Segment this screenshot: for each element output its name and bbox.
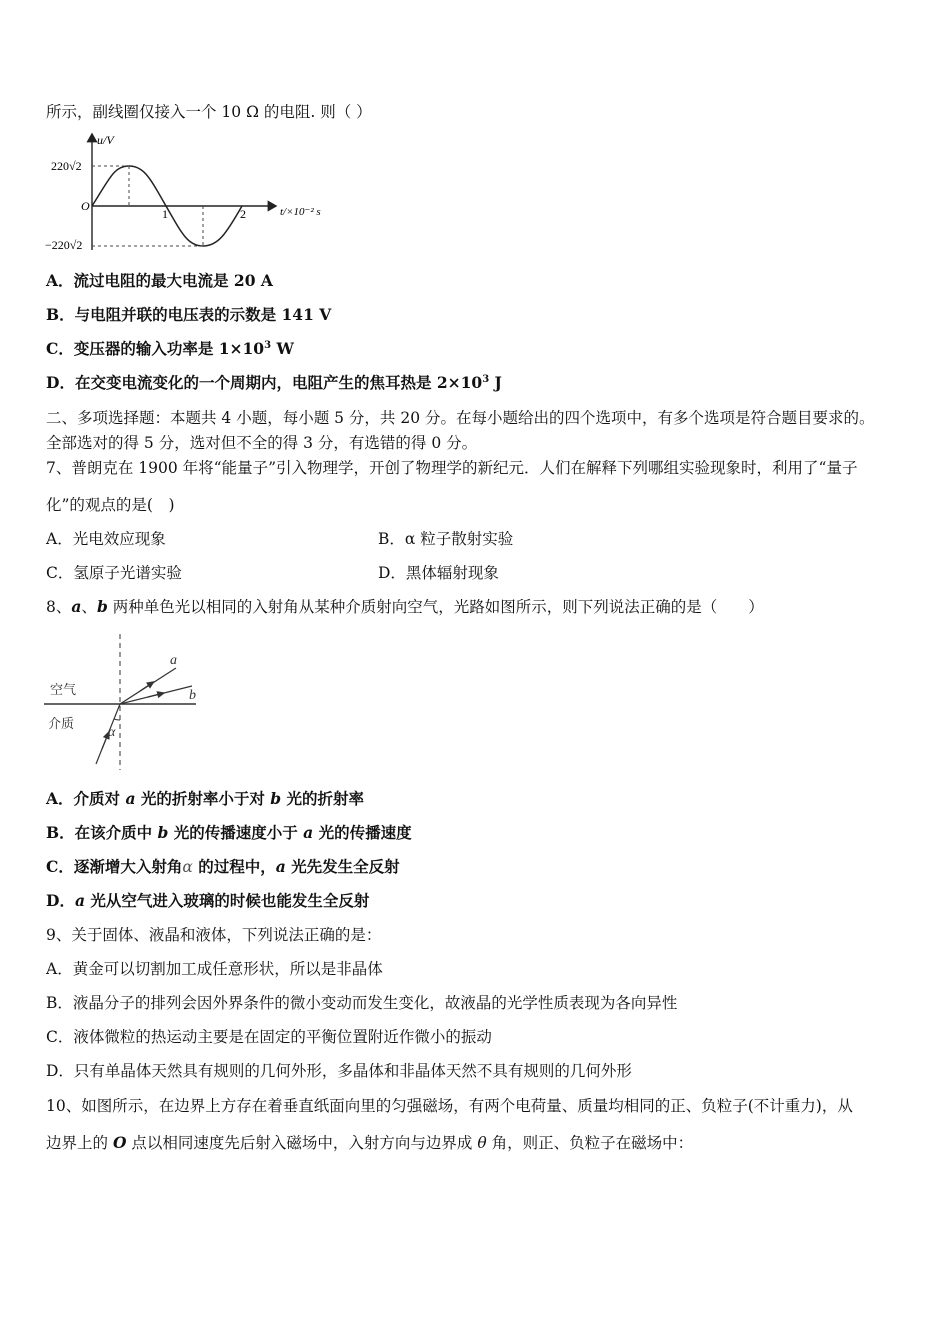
q10-stem-line2: 边界上的 O 点以相同速度先后射入磁场中，入射方向与边界成 θ 角，则正、负粒子在磁场中：	[46, 1133, 694, 1152]
q7-option-c: C．氢原子光谱实验	[46, 564, 182, 582]
q7-option-d: D．黑体辐射现象	[378, 564, 499, 582]
ray-b-label: b	[189, 688, 196, 703]
x-axis-label: t/×10⁻² s	[280, 206, 321, 218]
q6-option-d: D．在交变电流变化的一个周期内，电阻产生的焦耳热是 $2\times 10^3$ J	[46, 373, 502, 392]
q9-option-c: C．液体微粒的热运动主要是在固定的平衡位置附近作微小的振动	[46, 1028, 492, 1046]
q9-option-a: A．黄金可以切割加工成任意形状，所以是非晶体	[46, 960, 383, 978]
q6-option-b: B．与电阻并联的电压表的示数是 141 V	[46, 305, 332, 324]
y-axis-label: u/V	[97, 133, 114, 147]
medium-label: 介质	[48, 716, 75, 731]
q7-option-b: B．α 粒子散射实验	[378, 530, 514, 548]
y-min-label: −220√2	[45, 238, 83, 252]
q9-stem: 9、关于固体、液晶和液体，下列说法正确的是：	[46, 926, 382, 944]
q6-voltage-graph	[44, 128, 324, 256]
q7-stem-line2: 化”的观点的是( )	[46, 496, 175, 514]
q8-option-a: A．介质对 a 光的折射率小于对 b 光的折射率	[46, 789, 365, 808]
section2-line2: 全部选对的得 5 分，选对但不全的得 3 分，有选错的得 0 分。	[46, 434, 478, 452]
angle-label: α	[108, 725, 116, 740]
q9-option-b: B．液晶分子的排列会因外界条件的微小变动而发生变化，故液晶的光学性质表现为各向异性	[46, 994, 678, 1012]
q8-refraction-figure	[44, 632, 214, 772]
q8-option-d: D．a 光从空气进入玻璃的时候也能发生全反射	[46, 891, 370, 910]
air-label: 空气	[50, 682, 77, 697]
q10-stem-line1: 10、如图所示，在边界上方存在着垂直纸面向里的匀强磁场，有两个电荷量、质量均相同的正、负粒子(不计重力)，从	[46, 1097, 853, 1115]
q8-stem: 8、a、b 两种单色光以相同的入射角从某种介质射向空气，光路如图所示，则下列说法正确的是（ ）	[46, 597, 764, 616]
section2-line1: 二、多项选择题：本题共 4 小题，每小题 5 分，共 20 分。在每小题给出的四个选项中，有多个选项是符合题目要求的。	[46, 409, 875, 427]
origin-label: O	[81, 199, 90, 213]
q6-option-a: A．流过电阻的最大电流是 20 A	[46, 271, 273, 290]
q7-option-a: A．光电效应现象	[46, 530, 166, 548]
q6-option-c: C．变压器的输入功率是 $1\times 10^3$ W	[46, 339, 294, 358]
x-tick-2: 2	[240, 207, 246, 221]
q6-intro: 所示，副线圈仅接入一个 10 Ω 的电阻. 则（ ）	[46, 103, 372, 121]
x-tick-1: 1	[162, 207, 168, 221]
q7-stem-line1: 7、普朗克在 1900 年将“能量子”引入物理学，开创了物理学的新纪元．人们在解释下列哪组实验现象时，利用了“量子	[46, 459, 858, 477]
q8-option-b: B．在该介质中 b 光的传播速度小于 a 光的传播速度	[46, 823, 412, 842]
ray-a-label: a	[170, 653, 177, 668]
q9-option-d: D．只有单晶体天然具有规则的几何外形，多晶体和非晶体天然不具有规则的几何外形	[46, 1062, 632, 1080]
y-max-label: 220√2	[51, 159, 82, 173]
q8-option-c: C．逐渐增大入射角α 的过程中，a 光先发生全反射	[46, 857, 400, 876]
